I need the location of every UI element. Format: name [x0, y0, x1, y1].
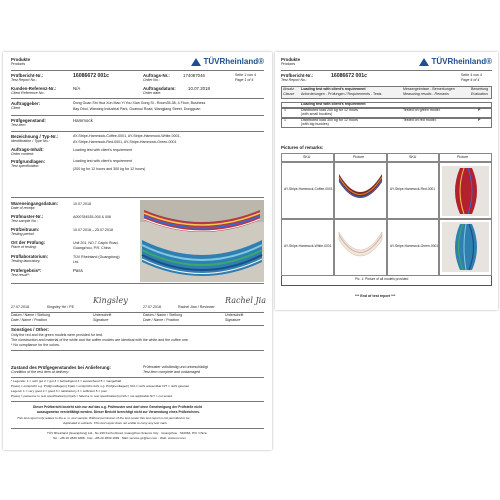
- condition-label-en: Condition of the test item at delivery:: [11, 370, 70, 374]
- divider: [11, 98, 264, 99]
- footer-line-2: Tel.: +86 20 2839 1888 · Fax: +86 20 2839 1999 · Mail: service-gz@tuv.com · Web: www.tuv.com: [53, 436, 186, 440]
- sku-red: AY-Stripe-Hammock-Red-0001: [390, 187, 436, 191]
- tuv-triangle-icon: [419, 58, 429, 66]
- footer-line-1: TÜV Rheinland (Guangdong) Ltd., No.199 Kezhu Road, Guangzhou Science City · Guangzhou · 510663, P.R. China: [47, 431, 207, 435]
- sig-caption-4: Unterschrift: [225, 313, 244, 317]
- sku-white: AY-Stripe-Hammock-White-0001: [284, 244, 332, 248]
- legend-line-4: P(ass) = passed a.m. test specification(s) F(ail) = failed a.m. test specification(s) N/A = not applicable N/T = not tested: [11, 394, 173, 398]
- sig-name-1: Kingsley He / PE: [47, 305, 74, 309]
- condition-value-en: Test item complete and undamaged: [143, 370, 201, 374]
- sig-caption-1: Datum / Name / Stellung: [11, 313, 51, 317]
- client-label: Auftraggeber:: [11, 101, 41, 106]
- order-content: Loading test with client's requirement: [73, 148, 133, 152]
- order-date-label: Auftragsdatum:: [143, 86, 176, 91]
- lab-label-en: Testing laboratory:: [11, 259, 41, 263]
- sig-caption-2-en: Signature: [93, 318, 109, 322]
- pictures-label: Pictures of remarks:: [281, 145, 324, 150]
- header-products: Produkte: [281, 57, 301, 62]
- figure-caption: Pic. 1: Picture of all models provided: [355, 277, 409, 281]
- place-line-1: Unit 201, NO.7 Caipin Road,: [73, 241, 119, 245]
- spec-line-1: Loading test with client's requirement: [73, 159, 133, 163]
- divider: [11, 350, 264, 351]
- hammock-photo: [140, 200, 264, 282]
- receipt: 10.07.2018: [73, 202, 91, 206]
- client-ref-label: Kunden-Referenz-Nr.:: [11, 86, 57, 91]
- product: Hammock: [73, 118, 93, 123]
- product-label: Prüfgegenstand:: [11, 118, 46, 123]
- hammock-coffee-photo: [337, 170, 384, 212]
- row-eval: P: [478, 108, 481, 112]
- row-result: Tested on green model.: [403, 108, 441, 112]
- lab-line-1: TÜV Rheinland (Guangdong): [73, 255, 120, 259]
- th-clause: Absatz: [283, 87, 294, 91]
- report-page-4: [275, 52, 498, 310]
- result: Pass: [73, 268, 83, 273]
- page-info-en: Page 1 of 4: [235, 78, 254, 82]
- spec-label-en: Test specification:: [11, 164, 40, 168]
- row-eval: P: [478, 118, 481, 122]
- report-no: 16086672 001c: [73, 73, 110, 79]
- sample: A000784535-005 & 006: [73, 215, 111, 219]
- divider: [11, 377, 264, 378]
- other-line-2: The construction and material of the white and the coffee models are identical with the white and the coffee one.: [11, 338, 189, 342]
- result-label: Prüfergebnis*:: [11, 268, 42, 273]
- row-requirement-note: (with small buckles): [301, 112, 333, 116]
- order-no-label: Auftrags-Nr.:: [143, 73, 170, 78]
- sig-caption-4-en: Signature: [225, 318, 241, 322]
- designation-label: Bezeichnung / Typ-Nr.:: [11, 134, 59, 139]
- th-results-en: Measuring results - Remarks: [403, 92, 449, 96]
- place-label-en: Place of testing:: [11, 245, 37, 249]
- divider: [11, 325, 264, 326]
- divider: [11, 131, 264, 132]
- report-no-label: Prüfbericht-Nr.:: [281, 73, 314, 78]
- order-content-label: Auftrags-Inhalt:: [11, 147, 44, 152]
- disclaimer-line-3: This test report only relates to the a. m. test sample. Without permission of the test center this test report is not permitted to be: [17, 416, 190, 420]
- divider: [11, 115, 264, 116]
- th-requirement-en: Anforderungen - Prüfungen / Requirements - Tests: [301, 92, 382, 96]
- logo-text: TÜVRheinland®: [431, 57, 492, 66]
- place-label: Ort der Prüfung:: [11, 240, 46, 245]
- sig-caption-3: Datum / Name / Stellung: [143, 313, 183, 317]
- sig-date-1: 27.07.2018: [11, 305, 29, 309]
- row-requirement: Distributed load 300 kg for 12 hours: [301, 118, 358, 122]
- disclaimer-line-1: Dieser Prüfbericht bezieht sich nur auf das o.g. Prüfmuster und darf ohne Genehmigung der Prüfstelle nicht: [33, 405, 203, 409]
- section-title: Loading test with client's requirement: [301, 102, 366, 106]
- header-products-en: Products: [281, 62, 296, 66]
- header-products: Produkte: [11, 57, 31, 62]
- order-content-label-en: Order content:: [11, 152, 34, 156]
- period: 10.07.2018 – 25.07.2018: [73, 228, 113, 232]
- sku-header: SKU: [303, 155, 311, 159]
- picture-header: Picture: [353, 155, 365, 159]
- disclaimer-line-4: duplicated in extracts. This test report does not entitle to carry any test mark.: [63, 421, 168, 425]
- divider: [11, 70, 264, 71]
- sample-label-en: Test sample No.:: [11, 219, 38, 223]
- sku-coffee: AY-Stripe-Hammock-Coffee-0001: [284, 187, 333, 191]
- result-label-en: Test result*:: [11, 273, 30, 277]
- tuv-triangle-icon: [191, 58, 201, 66]
- report-no-label-en: Test Report No.:: [281, 78, 308, 82]
- place-line-2: Guangzhou, P.R. China: [73, 246, 111, 250]
- th-results: Messergebnisse - Bemerkungen: [403, 87, 455, 91]
- page-info: Seite 4 von 4: [461, 73, 482, 77]
- order-no: 174087046: [183, 73, 205, 78]
- page-info: Seite 1 von 4: [235, 73, 256, 77]
- other-line-1: Only the red and the green models were provided for test.: [11, 333, 103, 337]
- sig-caption-1-en: Date / Name / Position: [11, 318, 47, 322]
- th-clause-en: Clause: [283, 92, 295, 96]
- spec-line-2: (200 kg for 12 hours and 300 kg for 12 hours): [73, 167, 146, 171]
- signature-2: Rachel Jia: [225, 296, 266, 305]
- sku-header: SKU: [409, 155, 417, 159]
- client-ref-label-en: Client Reference No.:: [11, 91, 46, 95]
- lab-label: Prüflaboratorium:: [11, 254, 49, 259]
- logo-text: TÜVRheinland®: [203, 57, 264, 66]
- hammock-white-photo: [337, 226, 384, 270]
- row-clause: 1: [284, 118, 286, 122]
- order-date-label-en: Order date:: [143, 91, 162, 95]
- sku-green: AY-Stripe-Hammock-Green-0001: [390, 244, 439, 248]
- divider: [11, 428, 264, 429]
- legend-line-2: P(ass) = entspricht o.g. Prüfgrundlage(n) F(ail) = entspricht nicht o.g. Prüfgrundlage(n) N/A = nicht anwendbar N/T = nicht getestet: [11, 384, 190, 388]
- report-no: 16086672 001c: [331, 73, 368, 79]
- hammock-photo-image: [140, 200, 264, 282]
- th-eval-en: Evaluation: [471, 92, 488, 96]
- order-no-label-en: Order No.:: [143, 78, 160, 82]
- row-requirement: Distributed load 200 kg for 12 hours: [301, 108, 358, 112]
- picture-header: Picture: [457, 155, 469, 159]
- hammock-red-photo: [442, 166, 489, 216]
- disclaimer-line-2: auszugsweise vervielfältigt werden. Dieser Bericht berechtigt nicht zur Verwendung eines Prüfzeichens.: [37, 410, 200, 414]
- legend-line-3: Legend: 1 = very good 2 = good 3 = satisfactory 4 = sufficient 5 = poor: [11, 389, 108, 393]
- client-line-2: Bay Dhui, Wanxing Industrial Park, Guansui Road, Wangjiang Street, Dongguan: [73, 107, 201, 111]
- sig-name-2: Rachel Jian / Reviewer: [178, 305, 215, 309]
- period-label-en: Testing period:: [11, 232, 35, 236]
- condition-value: Prüfmuster vollständig und unbeschädigt: [143, 365, 208, 369]
- end-of-report: *** End of test report ***: [355, 294, 396, 298]
- row-clause: 1: [284, 108, 286, 112]
- designation-line-1: AY-Stripe-Hammock-Coffee-0001, AY-Stripe-Hammock-White-0001,: [73, 134, 181, 138]
- sig-caption-3-en: Date / Name / Position: [143, 318, 179, 322]
- row-result: Tested on red model.: [403, 118, 437, 122]
- sig-caption-2: Unterschrift: [93, 313, 112, 317]
- other-label: Sonstiges / Other:: [11, 327, 49, 332]
- divider: [11, 401, 264, 402]
- row-requirement-note: (with big buckles): [301, 122, 329, 126]
- receipt-label: Wareneingangsdatum:: [11, 201, 59, 206]
- divider: [281, 70, 492, 71]
- signature-1: Kingsley: [93, 296, 128, 305]
- hammock-green-photo: [442, 222, 489, 272]
- designation-line-2: AY-Stripe-Hammock-Red-0001, AY-Stripe-Hammock-Green-0001: [73, 140, 177, 144]
- designation-label-en: Identification / Type No.:: [11, 139, 50, 143]
- client-label-en: Client: [11, 106, 21, 110]
- condition-label: Zustand des Prüfgegenstandes bei Anlieferung:: [11, 365, 111, 370]
- report-no-label: Prüfbericht-Nr.:: [11, 73, 44, 78]
- report-page-1: [3, 52, 272, 450]
- tuv-logo: [419, 57, 492, 66]
- product-label-en: Test item: [11, 123, 26, 127]
- period-label: Prüfzeitraum:: [11, 227, 40, 232]
- page-info-en: Page 4 of 4: [461, 78, 480, 82]
- other-line-3: * No compliance for the colors.: [11, 343, 60, 347]
- th-eval: Bewertung: [471, 87, 489, 91]
- sig-date-2: 27.07.2018: [143, 305, 161, 309]
- lab-line-2: Ltd.: [73, 260, 79, 264]
- client-line-1: Dong Guan Shi Hua Xun Mao Yi You Xian Gong Si - Room35-38, 4 Floor, Business: [73, 101, 206, 105]
- divider: [11, 283, 264, 284]
- report-no-label-en: Test Report No.:: [11, 78, 38, 82]
- legend-line-1: * Legende: 1 = sehr gut 2 = gut 3 = befriedigend 4 = ausreichend 5 = mangelhaft: [11, 379, 122, 383]
- sample-label: Prüfmuster-Nr.:: [11, 214, 44, 219]
- tuv-logo: [191, 57, 264, 66]
- spec-label: Prüfgrundlagen:: [11, 159, 46, 164]
- th-requirement: Loading test with client's requirement: [301, 87, 366, 91]
- order-date: 10.07.2018: [188, 86, 210, 91]
- client-ref: N/A: [73, 86, 81, 91]
- receipt-label-en: Date of receipt:: [11, 206, 36, 210]
- divider: [11, 197, 264, 198]
- header-products-en: Products: [11, 62, 26, 66]
